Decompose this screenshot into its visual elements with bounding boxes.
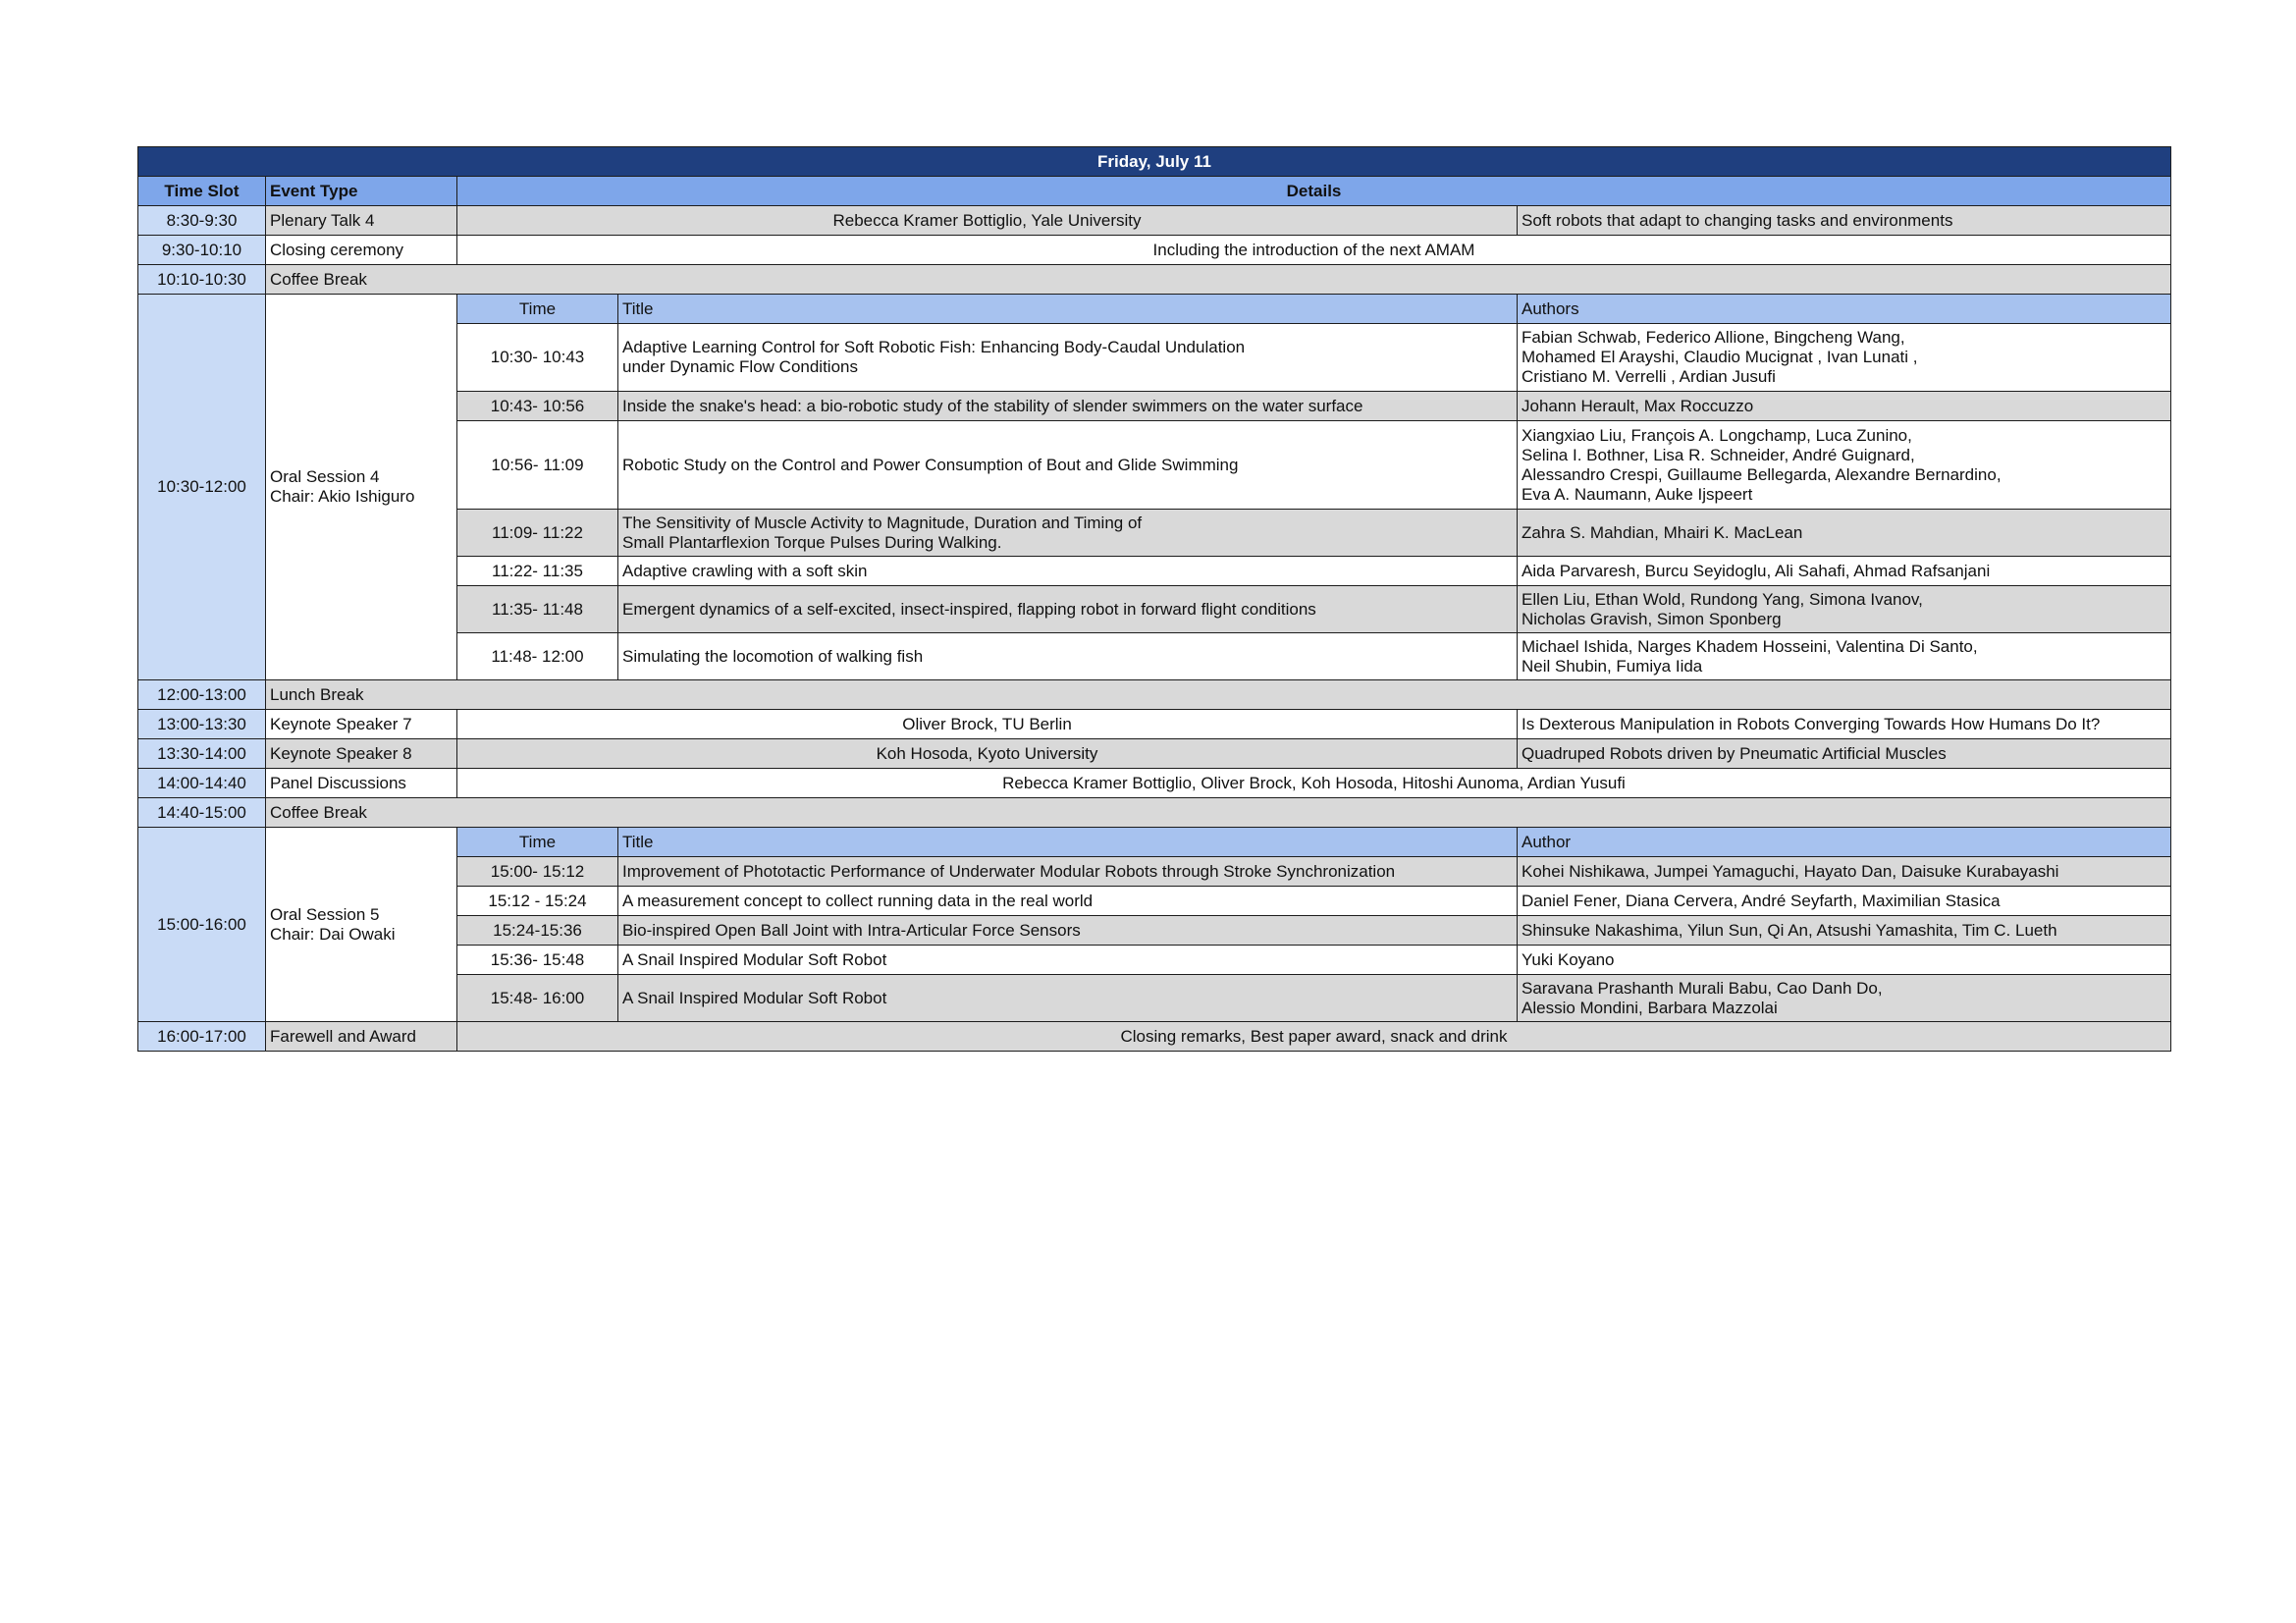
talk-authors: Kohei Nishikawa, Jumpei Yamaguchi, Hayato Dan, Daisuke Kurabayashi (1518, 857, 2171, 887)
table-row-panel (138, 769, 2171, 798)
talk-authors: Michael Ishida, Narges Khadem Hosseini, Valentina Di Santo, Neil Shubin, Fumiya Iida (1518, 633, 2171, 680)
table-row-farewell (138, 1022, 2171, 1052)
col-time: Time (457, 828, 618, 857)
talk-title: Bio-inspired Open Ball Joint with Intra-Articular Force Sensors (618, 916, 1518, 946)
talk-authors: Xiangxiao Liu, François A. Longchamp, Luca Zunino, Selina I. Bothner, Lisa R. Schneider, André Guignard, Alessandro Crespi, Guillaume Bellegarda, Alexandre Bernardino, Eva A. Naumann, Auke Ijspeert (1518, 421, 2171, 510)
talk-time: 15:48- 16:00 (457, 975, 618, 1022)
event-type: Panel Discussions (266, 769, 457, 798)
col-authors: Author (1518, 828, 2171, 857)
talk-time: 11:48- 12:00 (457, 633, 618, 680)
speaker: Oliver Brock, TU Berlin (457, 710, 1518, 739)
table-row-coffee (138, 798, 2171, 828)
talk-title: Adaptive crawling with a soft skin (618, 557, 1518, 586)
event-type: Coffee Break (266, 798, 2171, 828)
table-row-keynote-8 (138, 739, 2171, 769)
talk-title: Soft robots that adapt to changing tasks and environments (1518, 206, 2171, 236)
talk-time: 15:00- 15:12 (457, 857, 618, 887)
talk-authors: Shinsuke Nakashima, Yilun Sun, Qi An, Atsushi Yamashita, Tim C. Lueth (1518, 916, 2171, 946)
table-row-keynote-7 (138, 710, 2171, 739)
time-slot: 8:30-9:30 (138, 206, 266, 236)
time-slot: 10:30-12:00 (138, 295, 266, 680)
talk-time: 10:43- 10:56 (457, 392, 618, 421)
schedule-table (137, 146, 2171, 1052)
col-title: Title (618, 295, 1518, 324)
time-slot: 13:30-14:00 (138, 739, 266, 769)
col-title: Title (618, 828, 1518, 857)
event-detail: Closing remarks, Best paper award, snack and drink (457, 1022, 2171, 1052)
talk-title: The Sensitivity of Muscle Activity to Magnitude, Duration and Timing of Small Plantarflexion Torque Pulses During Walking. (618, 510, 1518, 557)
speaker: Koh Hosoda, Kyoto University (457, 739, 1518, 769)
talk-authors: Johann Herault, Max Roccuzzo (1518, 392, 2171, 421)
talk-time: 15:24-15:36 (457, 916, 618, 946)
talk-authors: Ellen Liu, Ethan Wold, Rundong Yang, Simona Ivanov, Nicholas Gravish, Simon Sponberg (1518, 586, 2171, 633)
talk-time: 10:56- 11:09 (457, 421, 618, 510)
talk-time: 15:12 - 15:24 (457, 887, 618, 916)
talk-title: Simulating the locomotion of walking fish (618, 633, 1518, 680)
talk-title: A measurement concept to collect running data in the real world (618, 887, 1518, 916)
talk-time: 10:30- 10:43 (457, 324, 618, 392)
event-type: Closing ceremony (266, 236, 457, 265)
talk-authors: Zahra S. Mahdian, Mhairi K. MacLean (1518, 510, 2171, 557)
session-header-row (138, 828, 2171, 857)
header-row (138, 177, 2171, 206)
talk-title: Adaptive Learning Control for Soft Robotic Fish: Enhancing Body-Caudal Undulation under Dynamic Flow Conditions (618, 324, 1518, 392)
talk-time: 11:35- 11:48 (457, 586, 618, 633)
time-slot: 13:00-13:30 (138, 710, 266, 739)
talk-title: A Snail Inspired Modular Soft Robot (618, 975, 1518, 1022)
talk-authors: Daniel Fener, Diana Cervera, André Seyfarth, Maximilian Stasica (1518, 887, 2171, 916)
time-slot: 16:00-17:00 (138, 1022, 266, 1052)
talk-time: 11:22- 11:35 (457, 557, 618, 586)
event-type: Coffee Break (266, 265, 2171, 295)
header-details: Details (457, 177, 2171, 206)
col-authors: Authors (1518, 295, 2171, 324)
event-type: Lunch Break (266, 680, 2171, 710)
talk-time: 15:36- 15:48 (457, 946, 618, 975)
time-slot: 12:00-13:00 (138, 680, 266, 710)
panelists: Rebecca Kramer Bottiglio, Oliver Brock, Koh Hosoda, Hitoshi Aunoma, Ardian Yusufi (457, 769, 2171, 798)
event-type: Keynote Speaker 8 (266, 739, 457, 769)
event-type: Farewell and Award (266, 1022, 457, 1052)
day-title: Friday, July 11 (138, 147, 2171, 177)
talk-title: Is Dexterous Manipulation in Robots Converging Towards How Humans Do It? (1518, 710, 2171, 739)
talk-title: Quadruped Robots driven by Pneumatic Artificial Muscles (1518, 739, 2171, 769)
talk-title: Emergent dynamics of a self-excited, insect-inspired, flapping robot in forward flight conditions (618, 586, 1518, 633)
event-type: Plenary Talk 4 (266, 206, 457, 236)
table-row-closing (138, 236, 2171, 265)
speaker: Rebecca Kramer Bottiglio, Yale University (457, 206, 1518, 236)
talk-authors: Yuki Koyano (1518, 946, 2171, 975)
talk-title: Robotic Study on the Control and Power Consumption of Bout and Glide Swimming (618, 421, 1518, 510)
event-type: Keynote Speaker 7 (266, 710, 457, 739)
time-slot: 10:10-10:30 (138, 265, 266, 295)
time-slot: 14:40-15:00 (138, 798, 266, 828)
header-time-slot: Time Slot (138, 177, 266, 206)
talk-title: Inside the snake's head: a bio-robotic study of the stability of slender swimmers on the water surface (618, 392, 1518, 421)
talk-time: 11:09- 11:22 (457, 510, 618, 557)
talk-title: A Snail Inspired Modular Soft Robot (618, 946, 1518, 975)
table-row-coffee (138, 265, 2171, 295)
talk-authors: Fabian Schwab, Federico Allione, Bingcheng Wang, Mohamed El Arayshi, Claudio Mucignat , Ivan Lunati , Cristiano M. Verrelli , Ardian Jusufi (1518, 324, 2171, 392)
talk-authors: Saravana Prashanth Murali Babu, Cao Danh Do, Alessio Mondini, Barbara Mazzolai (1518, 975, 2171, 1022)
header-event-type: Event Type (266, 177, 457, 206)
time-slot: 15:00-16:00 (138, 828, 266, 1022)
table-row-plenary (138, 206, 2171, 236)
col-time: Time (457, 295, 618, 324)
time-slot: 9:30-10:10 (138, 236, 266, 265)
time-slot: 14:00-14:40 (138, 769, 266, 798)
talk-title: Improvement of Phototactic Performance of Underwater Modular Robots through Stroke Synchronization (618, 857, 1518, 887)
session-header-row (138, 295, 2171, 324)
event-detail: Including the introduction of the next AMAM (457, 236, 2171, 265)
session-label: Oral Session 5 Chair: Dai Owaki (266, 828, 457, 1022)
table-title-row (138, 147, 2171, 177)
talk-authors: Aida Parvaresh, Burcu Seyidoglu, Ali Sahafi, Ahmad Rafsanjani (1518, 557, 2171, 586)
session-label: Oral Session 4 Chair: Akio Ishiguro (266, 295, 457, 680)
table-row-lunch (138, 680, 2171, 710)
